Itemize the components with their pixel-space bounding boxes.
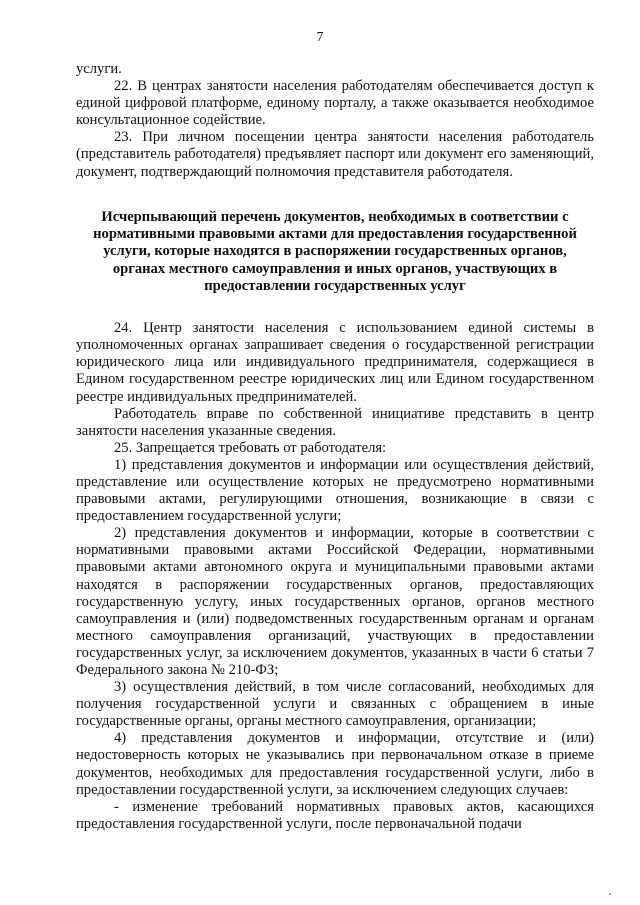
list-item-25-2: 2) представления документов и информации, которые в соответствии с нормативными правовыми актами Российской Федерации, нормативными правовыми актами автономного округа и муниципальными правовыми актами находятся в распоряжении государственных органов, предоставляющих государственную услугу, иных государственных органов, органов местного самоуправления и (или) подведомственных государственным органам и органам местного самоуправления организаций, участвующих в предоставлении государственных услуг, за исключением документов, указанных в части 6 статьи 7 Федерального закона № 210-ФЗ; (76, 525, 594, 679)
list-item-25-3: 3) осуществления действий, в том числе согласований, необходимых для получения государственной услуги и связанных с обращением в иные государственные органы, органы местного самоуправления, организации; (76, 679, 594, 730)
paragraph-22: 22. В центрах занятости населения работодателям обеспечивается доступ к единой цифровой платформе, единому порталу, а также оказывается необходимое консультационное содействие. (76, 78, 594, 129)
paragraph-24: 24. Центр занятости населения с использованием единой системы в уполномоченных органах запрашивает сведения о государственной регистрации юридического лица или индивидуального предпринимателя, содержащиеся в Едином государственном реестре юридических лиц или Едином государственном реестре индивидуальных предпринимателей. (76, 320, 594, 405)
list-item-25-4: 4) представления документов и информации, отсутствие и (или) недостоверность которых не указывались при первоначальном отказе в приеме документов, необходимых для предоставления государственной услуги, либо в предоставлении государственной услуги, за исключением следующих случаев: (76, 730, 594, 798)
section-heading: Исчерпывающий перечень документов, необходимых в соответствии с нормативными правовыми актами для предоставления государственной услуги, которые находятся в распоряжении государственных органов, органах местного самоуправления и иных органов, участвующих в предоставлении государственных услуг (93, 208, 577, 294)
document-body (76, 61, 594, 833)
paragraph-25: 25. Запрещается требовать от работодателя: (114, 439, 387, 456)
page-number: 7 (316, 29, 324, 44)
paragraph-23: 23. При личном посещении центра занятости населения работодатель (представитель работодателя) предъявляет паспорт или документ его заменяющий, документ, подтверждающий полномочия представителя работодателя. (76, 129, 594, 180)
scan-artifact-dot (609, 893, 611, 895)
paragraph-24-employer: Работодатель вправе по собственной инициативе представить в центр занятости населения указанные сведения. (76, 405, 594, 439)
paragraph-continuation: услуги. (76, 61, 122, 77)
list-item-25-4-case: - изменение требований нормативных правовых актов, касающихся предоставления государственной услуги, после первоначальной подачи (76, 798, 594, 832)
list-item-25-1: 1) представления документов и информации или осуществления действий, представление или осуществление которых не предусмотрено нормативными правовыми актами, регулирующими отношения, возникающие в связи с предоставлением государственной услуги; (76, 456, 594, 525)
